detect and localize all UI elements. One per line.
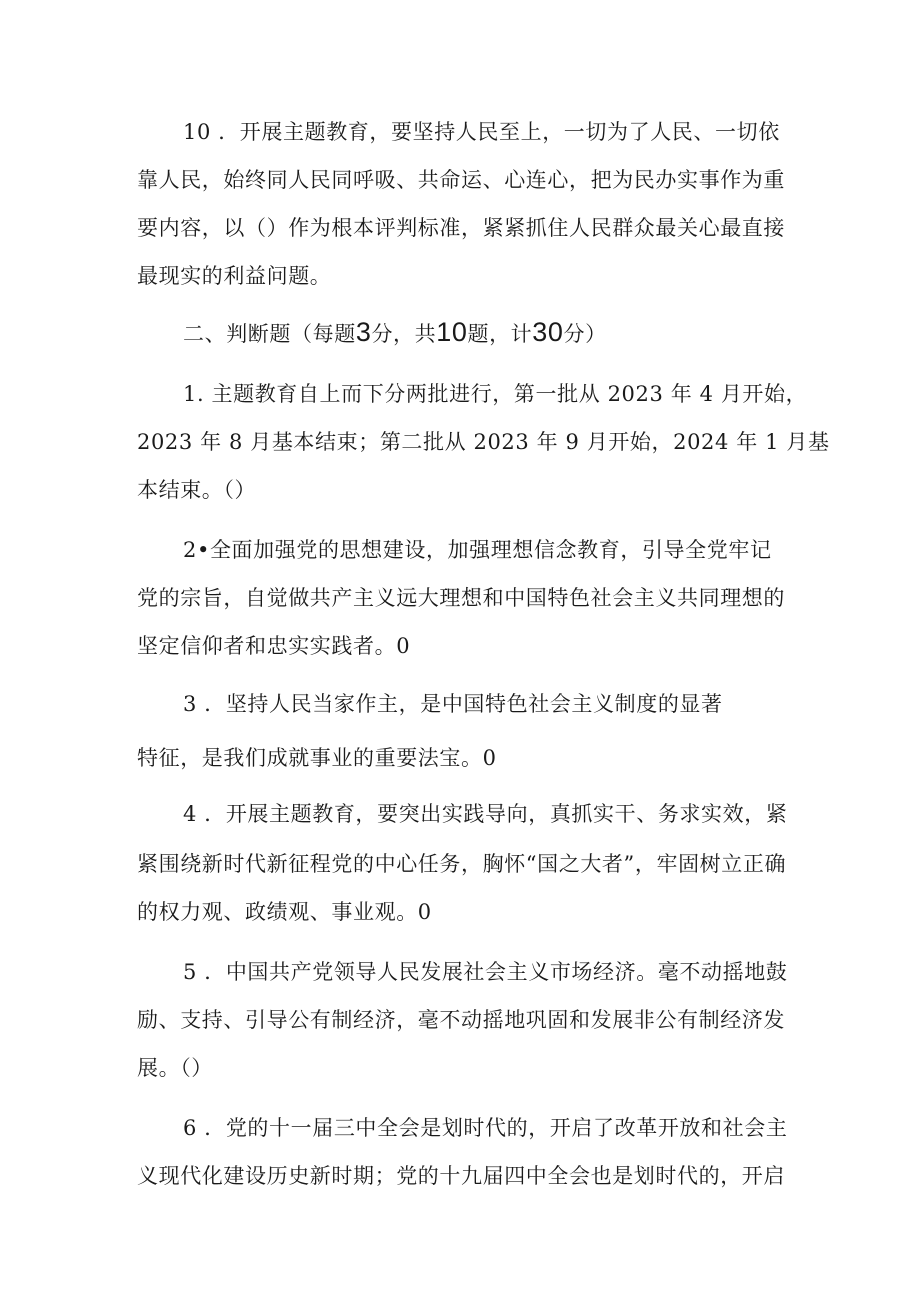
points-each: 3 [355, 317, 372, 347]
item-2-line-3: 坚定信仰者和忠实实践者。0 [137, 634, 411, 658]
item-5-line-1: 5 ．中国共产党领导人民发展社会主义市场经济。毫不动摇地鼓 [183, 960, 788, 984]
item-4-line-1: 4 ．开展主题教育，要突出实践导向，真抓实干、务求实效，紧 [183, 802, 788, 826]
item-6-line-1: 6 ．党的十一届三中全会是划时代的，开启了改革开放和社会主 [183, 1116, 788, 1140]
section-heading-mid1: 分，共 [371, 322, 437, 346]
item-4-line-2: 紧围绕新时代新征程党的中心任务，胸怀“国之大者”，牢固树立正确 [137, 852, 787, 876]
item-1-line-2: 2023 年 8 月基本结束；第二批从 2023 年 9 月开始，2024 年 1 月基 [137, 430, 830, 454]
q10-line-1: 10 ．开展主题教育，要坚持人民至上，一切为了人民、一切依 [183, 120, 780, 144]
q10-line-2: 靠人民，始终同人民同呼吸、共命运、心连心，把为民办实事作为重 [137, 168, 785, 192]
section-heading-prefix: 二、判断题（每题 [183, 322, 356, 346]
item-5-line-2: 励、支持、引导公有制经济，毫不动摇地巩固和发展非公有制经济发 [137, 1008, 785, 1032]
section-heading [183, 318, 607, 348]
item-1-line-1: 1. 主题教育自上而下分两批进行，第一批从 2023 年 4 月开始， [183, 382, 808, 406]
total-points: 30 [532, 317, 564, 347]
item-1-line-3: 本结束。（） [137, 478, 257, 502]
item-3-line-2: 特征，是我们成就事业的重要法宝。0 [137, 746, 497, 770]
q10-line-3: 要内容，以（）作为根本评判标准，紧紧抓住人民群众最关心最直接 [137, 216, 785, 240]
item-2-line-1: 2•全面加强党的思想建设，加强理想信念教育，引导全党牢记 [183, 538, 772, 562]
section-heading-mid2: 题，计 [467, 322, 533, 346]
item-5-line-3: 展。（） [137, 1056, 213, 1080]
item-4-line-3: 的权力观、政绩观、事业观。0 [137, 900, 432, 924]
section-heading-suffix: 分） [563, 322, 607, 346]
item-2-line-2: 党的宗旨，自觉做共产主义远大理想和中国特色社会主义共同理想的 [137, 586, 785, 610]
q10-line-4: 最现实的利益问题。 [137, 264, 332, 288]
question-count: 10 [436, 317, 468, 347]
item-3-line-1: 3 ．坚持人民当家作主，是中国特色社会主义制度的显著 [183, 692, 723, 716]
item-6-line-2: 义现代化建设历史新时期；党的十九届四中全会也是划时代的，开启 [137, 1164, 785, 1188]
